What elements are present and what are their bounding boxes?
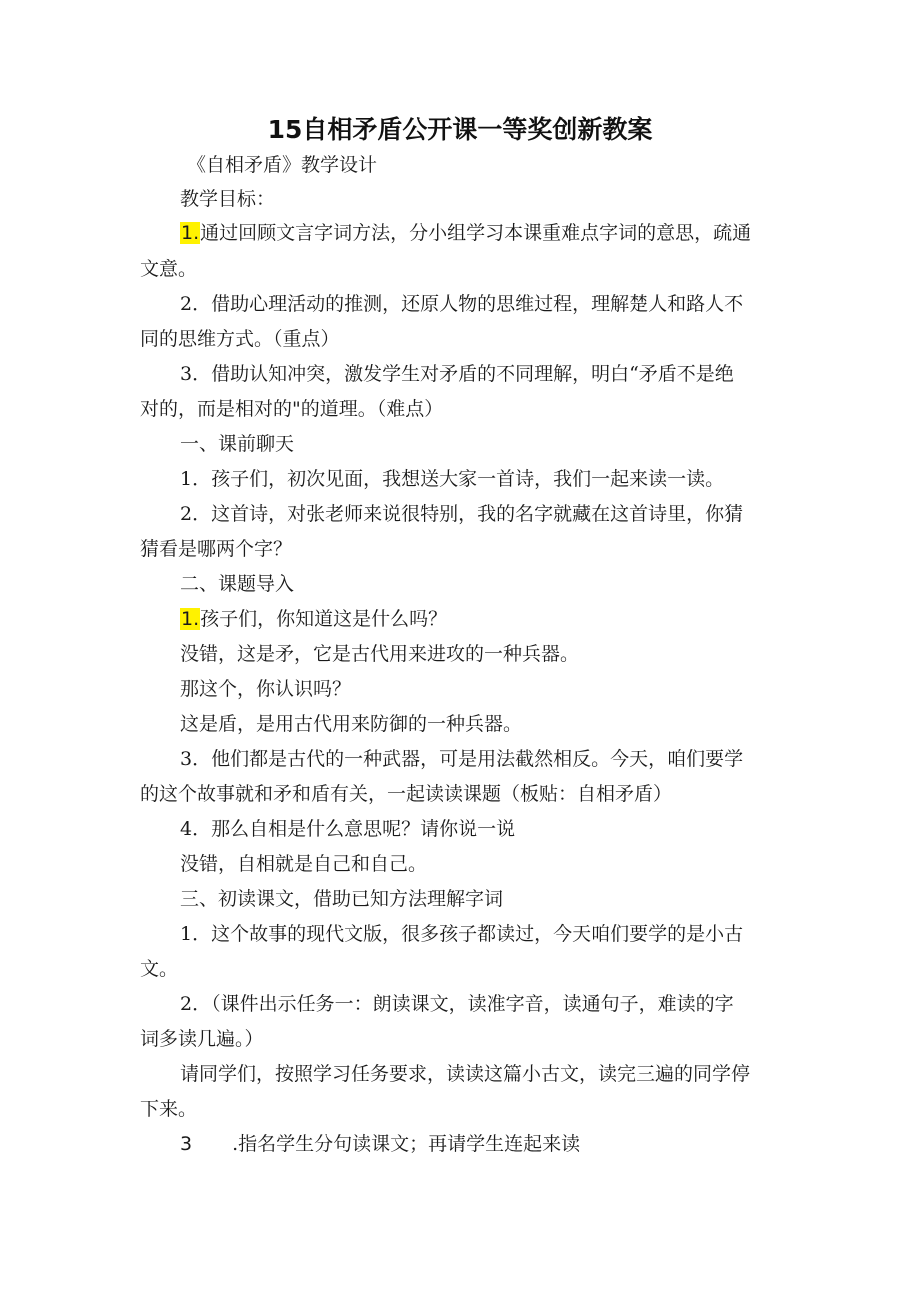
highlighted-number: 1. [181,608,200,630]
objective-2-line1: 2．借助心理活动的推测，还原人物的思维过程，理解楚人和路人不 [180,293,744,315]
document-title: 15自相矛盾公开课一等奖创新教案 [267,115,653,144]
section-1-item-2-line2: 猜看是哪两个字？ [140,538,293,560]
section-2-para-4: 没错，自相就是自己和自己。 [180,853,428,875]
section-2-item-1 [180,607,447,631]
objectives-heading: 教学目标： [180,188,276,210]
objective-3-line2: 对的，而是相对的"的道理。（难点） [140,398,444,420]
section-3-item-2-line1: 2．（课件出示任务一：朗读课文，读准字音，读通句子，难读的字 [180,993,734,1015]
section-2-heading: 二、课题导入 [180,573,295,595]
subtitle: 《自相矛盾》教学设计 [187,154,378,176]
section-2-para-1: 没错，这是矛，它是古代用来进攻的一种兵器。 [180,643,580,665]
section-3-item-1-line2: 文。 [140,958,179,980]
section-2-item-1-text: 孩子们，你知道这是什么吗？ [200,608,448,630]
objective-3-line1: 3．借助认知冲突，激发学生对矛盾的不同理解，明白“矛盾不是绝 [180,363,734,385]
objective-1-text: 通过回顾文言字词方法，分小组学习本课重难点字词的意思，疏通 [200,222,752,244]
section-3-para-1-line1: 请同学们，按照学习任务要求，读读这篇小古文，读完三遍的同学停 [180,1063,751,1085]
section-2-para-2: 那这个，你认识吗？ [180,678,352,700]
section-3-item-3-text: .指名学生分句读课文；再请学生连起来读 [232,1133,581,1155]
section-1-item-1: 1．孩子们，初次见面，我想送大家一首诗，我们一起来读一读。 [180,468,725,490]
section-3-para-1-line2: 下来。 [140,1098,198,1120]
item-number: 3 [180,1133,193,1155]
section-1-heading: 一、课前聊天 [180,433,295,455]
section-2-para-3: 这是盾，是用古代用来防御的一种兵器。 [180,713,523,735]
objective-2-line2: 同的思维方式。（重点） [140,328,340,350]
section-2-item-3-line2: 的这个故事就和矛和盾有关，一起读读课题（板贴：自相矛盾） [140,783,673,805]
section-3-heading: 三、初读课文，借助已知方法理解字词 [180,888,504,910]
section-3-item-3 [180,1132,580,1156]
section-3-item-2-line2: 词多读几遍。） [140,1028,264,1050]
objective-1-line2: 文意。 [140,258,198,280]
section-2-item-3-line1: 3．他们都是古代的一种武器，可是用法截然相反。今天，咱们要学 [180,748,744,770]
section-1-item-2-line1: 2．这首诗，对张老师来说很特别，我的名字就藏在这首诗里，你猜 [180,503,744,525]
section-3-item-1-line1: 1．这个故事的现代文版，很多孩子都读过，今天咱们要学的是小古 [180,923,744,945]
highlighted-number: 1. [181,222,200,244]
section-2-item-4: 4．那么自相是什么意思呢？请你说一说 [180,818,516,840]
objective-1-line1 [180,221,751,245]
